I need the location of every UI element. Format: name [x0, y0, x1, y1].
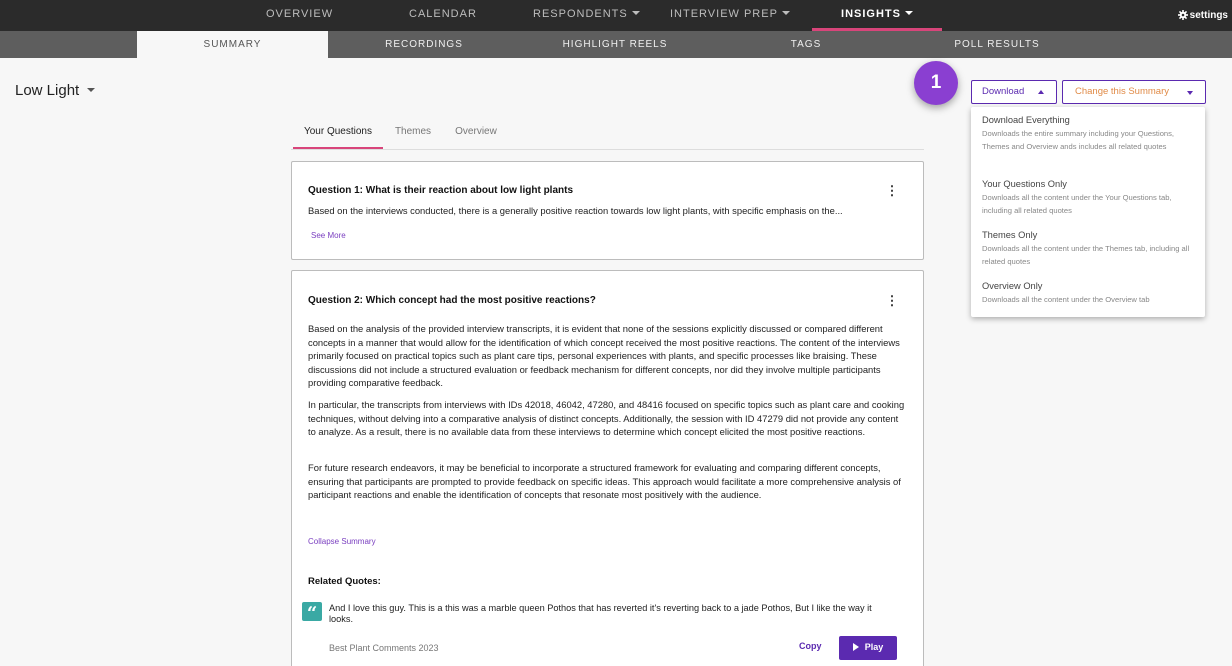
download-menu [971, 107, 1205, 317]
play-label: Play [864, 642, 884, 652]
download-label: Download [982, 86, 1025, 97]
answer-paragraph-1: Based on the analysis of the provided interview transcripts, it is evident that none of the sessions explicitly discussed or compared different concepts in a manner that would allow for the identification of which concept received the most positive reactions. The content of the interviews primarily focused on practical topics such as plant care tips, personal experiences with plants, and specific processes like braising. These discussions did not include a structured evaluation or feedback mechanism for different concepts, nor did they involve multiple participants providing comparative feedback. [308, 323, 900, 388]
tab-themes[interactable]: Themes [394, 126, 432, 137]
top-navigation [0, 0, 1232, 31]
more-options-icon[interactable]: ⋮ [885, 183, 899, 198]
nav-calendar[interactable]: CALENDAR [409, 8, 477, 20]
menu-item-description: Downloads all the content under the Your Questions tab, including all related quotes [982, 193, 1172, 215]
chevron-down-icon [632, 11, 640, 15]
chevron-down-icon [782, 11, 790, 15]
menu-item-themes-only[interactable] [982, 230, 1192, 268]
answer-paragraph-2: In particular, the transcripts from interviews with IDs 42018, 46042, 47280, and 48416 focused on specific topics such as plant care and cooking techniques, without delving into a comparative analysis of distinct concepts. Additionally, the session with ID 47279 did not provide any content to analyze. As a result, there is no available data from these interviews to determine which concept elicited the most positive reactions. [308, 399, 905, 437]
question-1-preview: Based on the interviews conducted, there is a generally positive reaction towards low light plants, with specific emphasis on the... [308, 205, 843, 216]
sub-navigation [0, 31, 1232, 58]
more-options-icon[interactable]: ⋮ [885, 293, 899, 308]
question-card-1 [291, 161, 924, 260]
menu-item-description: Downloads all the content under the Overview tab [982, 295, 1150, 304]
download-button[interactable] [971, 80, 1057, 104]
menu-item-download-everything[interactable] [982, 115, 1192, 153]
copy-button[interactable]: Copy [799, 641, 822, 651]
nav-overview[interactable]: OVERVIEW [266, 8, 334, 20]
page-title[interactable] [15, 82, 95, 99]
nav-insights-label: INSIGHTS [841, 8, 901, 20]
chevron-down-icon [905, 11, 913, 15]
nav-interview-prep-label: INTERVIEW PREP [670, 8, 778, 20]
nav-interview-prep[interactable] [670, 0, 790, 31]
menu-item-title: Your Questions Only [982, 179, 1067, 189]
step-badge: 1 [914, 61, 958, 105]
quote-icon: “ [302, 602, 322, 621]
menu-item-title: Themes Only [982, 230, 1038, 240]
tab-your-questions[interactable]: Your Questions [293, 122, 383, 149]
menu-item-title: Overview Only [982, 281, 1043, 291]
play-button[interactable] [839, 636, 897, 660]
subnav-poll-results[interactable]: POLL RESULTS [954, 39, 1040, 50]
chevron-down-icon [87, 88, 95, 92]
menu-item-description: Downloads the entire summary including your Questions, Themes and Overview ands includes all related quotes [982, 129, 1175, 151]
question-card-2 [291, 270, 924, 666]
answer-paragraph-3: For future research endeavors, it may be beneficial to incorporate a structured framework for evaluating and comparing different concepts, ensuring that participants are prompted to provide feedback on specific ideas. This approach would facilitate a more comprehensive analysis of participant reactions and enable the identification of concepts that resonate most positively with the audience. [308, 462, 901, 500]
subnav-summary[interactable]: SUMMARY [137, 31, 328, 58]
chevron-up-icon [1038, 90, 1044, 94]
question-2-title: Question 2: Which concept had the most positive reactions? [308, 295, 596, 306]
quote-source: Best Plant Comments 2023 [329, 643, 439, 653]
nav-insights[interactable] [812, 0, 942, 31]
subnav-highlight-reels[interactable]: HIGHLIGHT REELS [562, 39, 668, 50]
subnav-recordings[interactable]: RECORDINGS [385, 39, 463, 50]
change-summary-label: Change this Summary [1075, 86, 1169, 97]
menu-item-your-questions-only[interactable] [982, 179, 1192, 217]
summary-tabs [291, 122, 924, 150]
tab-overview[interactable]: Overview [455, 126, 497, 137]
collapse-summary-link[interactable]: Collapse Summary [308, 537, 376, 546]
menu-item-description: Downloads all the content under the Themes tab, including all related quotes [982, 244, 1190, 266]
page-title-text: Low Light [15, 82, 80, 99]
play-icon [853, 643, 859, 651]
quote-text: And I love this guy. This is a this was a marble queen Pothos that has reverted it's reverting back to a jade Pothos, But I like the way it looks. [329, 603, 872, 624]
chevron-down-icon [1187, 91, 1193, 95]
related-quotes-heading: Related Quotes: [308, 576, 381, 587]
nav-respondents[interactable] [533, 0, 640, 31]
settings-link[interactable] [1178, 0, 1228, 31]
gear-icon [1178, 10, 1188, 20]
see-more-link[interactable]: See More [311, 231, 346, 240]
change-summary-button[interactable] [1062, 80, 1206, 104]
menu-item-overview-only[interactable] [982, 281, 1192, 307]
question-1-title: Question 1: What is their reaction about low light plants [308, 185, 574, 196]
settings-label: settings [1189, 10, 1228, 21]
subnav-tags[interactable]: TAGS [790, 39, 822, 50]
nav-respondents-label: RESPONDENTS [533, 8, 628, 20]
menu-item-title: Download Everything [982, 115, 1070, 125]
